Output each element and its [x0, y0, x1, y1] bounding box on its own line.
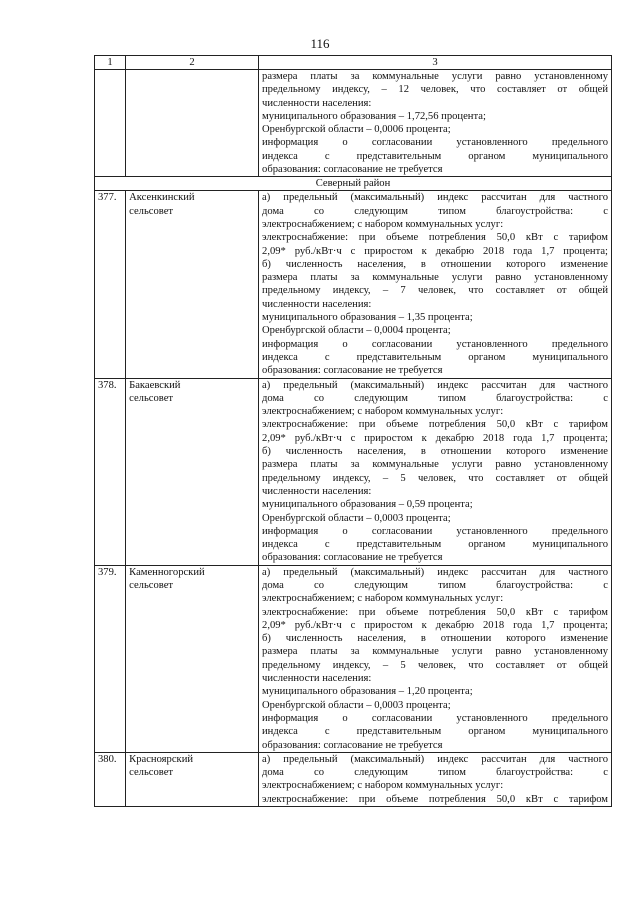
text-line: индекса с представительным органом муниципального	[262, 150, 608, 162]
continuation-lines	[262, 70, 608, 176]
entry-name-line2: сельсовет	[129, 392, 174, 404]
text-line: муниципального образования – 1,72,56 процента;	[262, 110, 486, 122]
text-line: численности населения:	[262, 673, 372, 685]
text-line: предельному индексу, – 5 человек, что составляет от общей	[262, 659, 608, 671]
text-line: электроснабжение: при объеме потребления 50,0 кВт с тарифом	[262, 793, 608, 805]
continuation-name-cell	[126, 70, 259, 177]
tariff-table	[94, 55, 612, 807]
text-line: б) численность населения, в отношении которого изменение	[262, 633, 608, 645]
text-line: образования: согласование не требуется	[262, 739, 443, 751]
text-line: а) предельный (максимальный) индекс рассчитан для частного	[262, 192, 608, 204]
text-line: б) численность населения, в отношении которого изменение	[262, 258, 608, 270]
text-line: образования: согласование не требуется	[262, 552, 443, 564]
text-line: электроснабжением; с набором коммунальных услуг:	[262, 593, 504, 605]
text-line: численности населения:	[262, 298, 372, 310]
text-line: Оренбургской области – 0,0003 процента;	[262, 512, 451, 524]
entry-number: 379.	[95, 565, 126, 752]
text-line: Оренбургской области – 0,0004 процента;	[262, 325, 451, 337]
text-line: дома со следующим типом благоустройства: с	[262, 579, 608, 591]
text-line: электроснабжение: при объеме потребления 50,0 кВт с тарифом	[262, 232, 608, 244]
entry-name-line2: сельсовет	[129, 579, 174, 591]
text-line: размера платы за коммунальные услуги равно установленному	[262, 272, 608, 284]
entry-lines	[262, 379, 608, 565]
text-line: электроснабжение: при объеме потребления 50,0 кВт с тарифом	[262, 419, 608, 431]
entry-number: 377.	[95, 191, 126, 378]
column-number-row	[95, 56, 612, 70]
text-line: а) предельный (максимальный) индекс рассчитан для частного	[262, 379, 608, 391]
text-line: муниципального образования – 1,35 процента;	[262, 312, 473, 324]
text-line: муниципального образования – 0,59 процента;	[262, 499, 473, 511]
text-line: дома со следующим типом благоустройства: с	[262, 767, 608, 779]
text-line: 2,09* руб./кВт·ч с приростом к декабрю 2018 года 1,7 процента;	[262, 619, 608, 631]
text-line: дома со следующим типом благоустройства: с	[262, 205, 608, 217]
text-line: информация о согласовании установленного предельного	[262, 338, 608, 350]
section-title: Северный район	[95, 177, 612, 191]
entry-text-cell	[259, 565, 612, 752]
text-line: индекса с представительным органом муниципального	[262, 726, 608, 738]
text-line: предельному индексу, – 5 человек, что составляет от общей	[262, 472, 608, 484]
column-number-3: 3	[259, 56, 612, 70]
entry-lines	[262, 753, 608, 806]
entry-name-line2: сельсовет	[129, 205, 174, 217]
table-row	[95, 752, 612, 806]
text-line: 2,09* руб./кВт·ч с приростом к декабрю 2018 года 1,7 процента;	[262, 432, 608, 444]
entry-text-cell	[259, 191, 612, 378]
text-line: а) предельный (максимальный) индекс рассчитан для частного	[262, 753, 608, 765]
text-line: Оренбургской области – 0,0003 процента;	[262, 699, 451, 711]
entry-name-line2: сельсовет	[129, 767, 174, 779]
text-line: предельному индексу, – 7 человек, что составляет от общей	[262, 285, 608, 297]
column-number-2: 2	[126, 56, 259, 70]
entry-number: 380.	[95, 752, 126, 806]
text-line: информация о согласовании установленного предельного	[262, 712, 608, 724]
entry-name-cell	[126, 378, 259, 565]
column-number-1: 1	[95, 56, 126, 70]
entry-name-line1: Аксенкинский	[129, 192, 195, 204]
entry-name-cell	[126, 752, 259, 806]
entry-number: 378.	[95, 378, 126, 565]
text-line: размера платы за коммунальные услуги равно установленному	[262, 646, 608, 658]
text-line: Оренбургской области – 0,0006 процента;	[262, 124, 451, 136]
text-line: размера платы за коммунальные услуги равно установленному	[262, 459, 608, 471]
entry-text-cell	[259, 378, 612, 565]
text-line: индекса с представительным органом муниципального	[262, 539, 608, 551]
text-line: 2,09* руб./кВт·ч с приростом к декабрю 2018 года 1,7 процента;	[262, 245, 608, 257]
entry-name-line1: Бакаевский	[129, 379, 181, 391]
entry-lines	[262, 191, 608, 377]
text-line: электроснабжением; с набором коммунальных услуг:	[262, 406, 504, 418]
text-line: электроснабжение: при объеме потребления 50,0 кВт с тарифом	[262, 606, 608, 618]
entry-text-cell	[259, 752, 612, 806]
entry-name-line1: Красноярский	[129, 753, 194, 765]
entry-lines	[262, 566, 608, 752]
text-line: образования: согласование не требуется	[262, 164, 443, 176]
text-line: предельному индексу, – 12 человек, что составляет от общей	[262, 84, 608, 96]
page-number: 116	[310, 36, 330, 51]
text-line: образования: согласование не требуется	[262, 365, 443, 377]
text-line: электроснабжением; с набором коммунальных услуг:	[262, 780, 504, 792]
text-line: б) численность населения, в отношении которого изменение	[262, 446, 608, 458]
text-line: электроснабжением; с набором коммунальных услуг:	[262, 218, 504, 230]
entry-name-line1: Каменногорский	[129, 566, 205, 578]
continuation-number-cell	[95, 70, 126, 177]
text-line: размера платы за коммунальные услуги равно установленному	[262, 71, 608, 82]
text-line: численности населения:	[262, 97, 372, 109]
continuation-row	[95, 70, 612, 177]
text-line: индекса с представительным органом муниципального	[262, 351, 608, 363]
text-line: а) предельный (максимальный) индекс рассчитан для частного	[262, 566, 608, 578]
entry-name-cell	[126, 191, 259, 378]
text-line: численности населения:	[262, 485, 372, 497]
table-row	[95, 378, 612, 565]
text-line: дома со следующим типом благоустройства: с	[262, 392, 608, 404]
table-row	[95, 191, 612, 378]
section-row	[95, 177, 612, 191]
entry-name-cell	[126, 565, 259, 752]
continuation-text-cell	[259, 70, 612, 177]
text-line: информация о согласовании установленного предельного	[262, 137, 608, 149]
text-line: информация о согласовании установленного предельного	[262, 525, 608, 537]
text-line: муниципального образования – 1,20 процента;	[262, 686, 473, 698]
table-row	[95, 565, 612, 752]
